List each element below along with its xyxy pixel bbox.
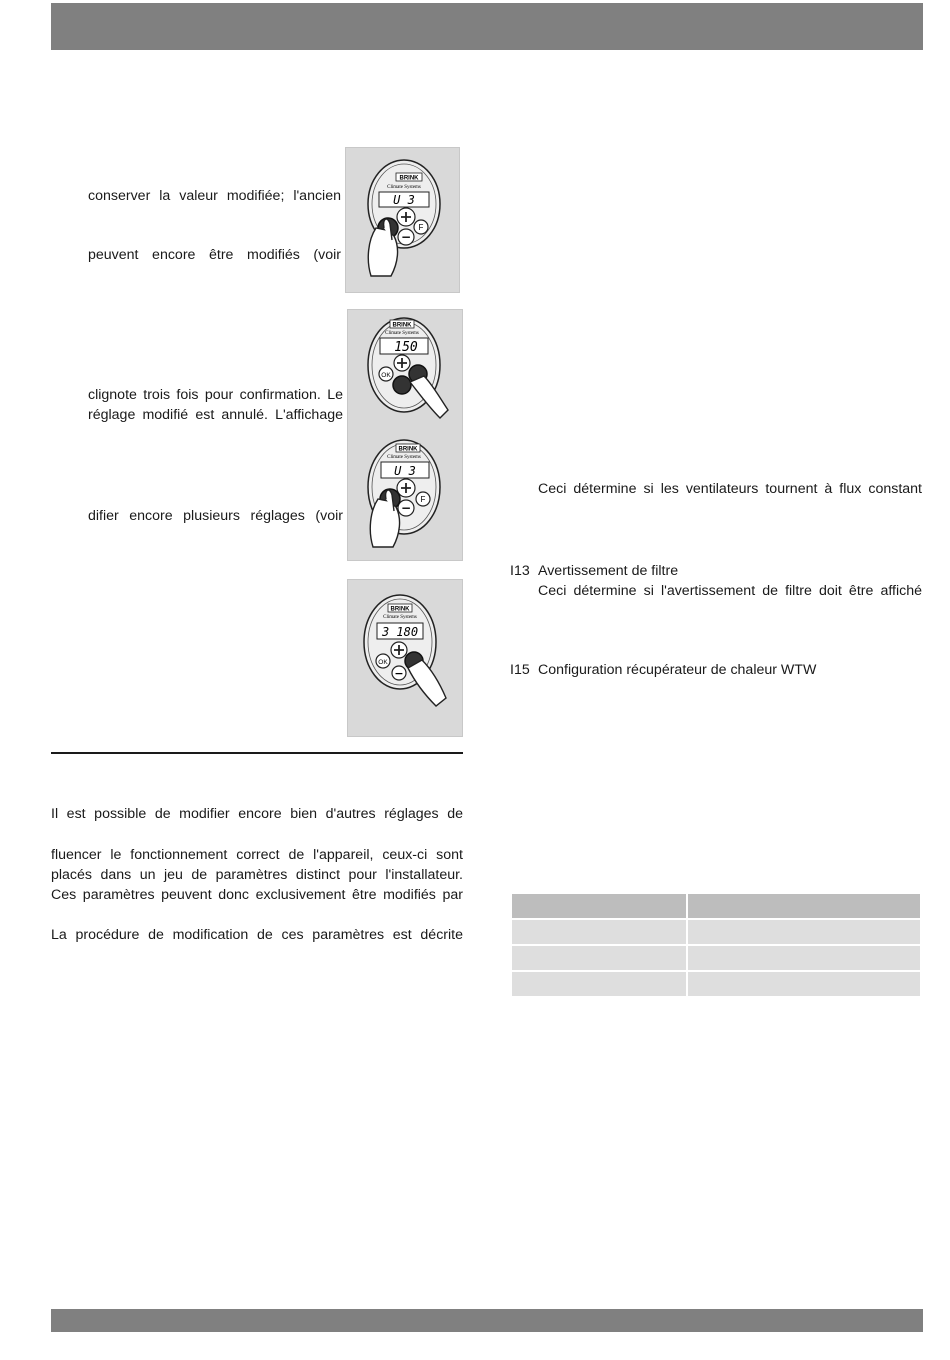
hand-icon [370,499,399,547]
step3-line1: difier encore plusieurs réglages (voir [88,508,343,524]
table-row [512,920,920,944]
i13-title: Avertissement de filtre [538,563,679,579]
control-panel-illustration [346,148,459,292]
header-bar [51,3,923,50]
paragraph-line-1: Il est possible de modifier encore bien d'autres réglages de [51,806,463,822]
minus-button-pressed [393,376,411,394]
table-cell [512,972,686,996]
table-cell [688,972,920,996]
table-header-cell [688,894,920,918]
control-panel-illustration [348,310,462,560]
control-panel-illustration [348,580,462,736]
section-divider [51,752,463,754]
table-cell [688,920,920,944]
brand-subtitle: Climate Systems [387,455,421,460]
step1-line1: conserver la valeur modifiée; l'ancien [88,188,341,204]
minus-icon: − [400,501,412,515]
i13-code: I13 [510,563,530,579]
minus-icon: − [400,230,412,244]
table-row [512,946,920,970]
i13-description: Ceci détermine si l'avertissement de filtre doit être affiché [538,583,922,599]
step2-line2: réglage modifié est annulé. L'affichage [88,407,343,423]
footer-bar [51,1309,923,1332]
control-panel-figure-1 [345,147,460,293]
ok-button-label: OK [378,659,388,666]
i15-title: Configuration récupérateur de chaleur WTW [538,662,817,678]
table-cell [512,946,686,970]
brand-subtitle: Climate Systems [387,185,421,190]
step2-line1: clignote trois fois pour confirmation. Le [88,387,343,403]
table-header-row [512,894,920,918]
table-header-cell [512,894,686,918]
f-button-label: F [418,223,424,232]
brand-logo: BRINK [399,175,419,182]
paragraph-line-3: placés dans un jeu de paramètres distinct pour l'installateur. [51,867,463,883]
lcd-display: U 3 [393,193,415,207]
table-row [512,972,920,996]
lcd-display: U 3 [394,464,416,478]
hand-icon [368,228,397,276]
i12-description: Ceci détermine si les ventilateurs tournent à flux constant [538,481,922,497]
brand-logo: BRINK [392,322,412,329]
control-panel-figure-4 [347,579,463,737]
i15-code: I15 [510,662,530,678]
lcd-display: 3 180 [381,625,419,639]
settings-table [510,892,922,998]
table-cell [688,946,920,970]
paragraph-line-5: La procédure de modification de ces paramètres est décrite [51,927,463,943]
minus-icon: − [394,667,404,680]
brand-logo: BRINK [398,446,418,453]
ok-button-label: OK [381,372,391,379]
control-panel-figure-2-3 [347,309,463,561]
brand-subtitle: Climate Systems [385,331,419,336]
brand-logo: BRINK [390,606,410,613]
paragraph-line-4: Ces paramètres peuvent donc exclusivement être modifiés par [51,887,463,903]
step1-line2: peuvent encore être modifiés (voir [88,247,341,263]
brand-subtitle: Climate Systems [383,615,417,620]
lcd-display: 150 [394,340,418,355]
table-cell [512,920,686,944]
f-button-label: F [420,495,426,504]
paragraph-line-2: fluencer le fonctionnement correct de l'appareil, ceux-ci sont [51,847,463,863]
